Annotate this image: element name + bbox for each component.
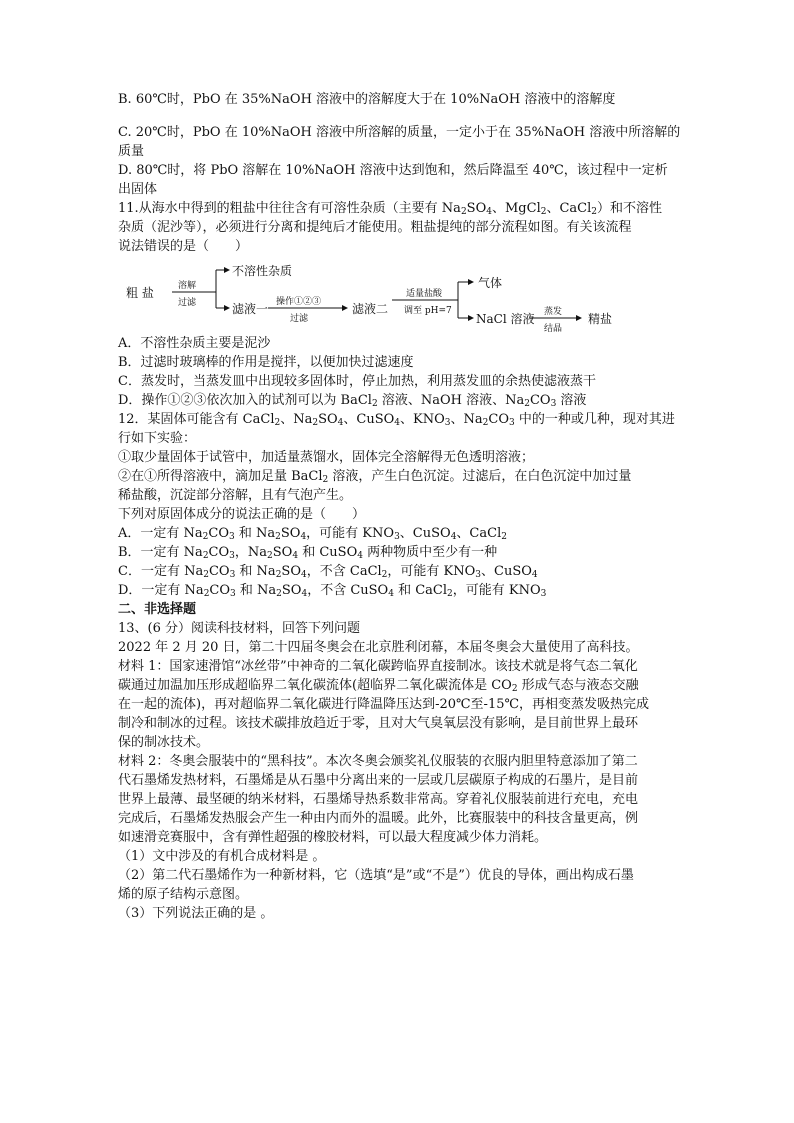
q13-material2-line1: 材料 2：冬奥会服装中的“黑科技”。本次冬奥会颁奖礼仪服装的衣服内胆里特意添加了第二: [118, 754, 638, 769]
q13-sub2-line2: 烯的原子结构示意图。: [118, 887, 249, 902]
q13-material1-line2: 碳通过加温加压形成超临界二氧化碳流体(超临界二氧化碳流体是 $CO_2$ 形成气态与液态交融: [118, 678, 639, 694]
q12-step2-line2: 稀盐酸，沉淀部分溶解，且有气泡产生。: [118, 488, 353, 503]
flow-evaporate-label: 蒸发: [544, 307, 563, 317]
q13-stem: 13、(6 分）阅读科技材料，回答下列问题: [118, 621, 361, 636]
q13-material1-line5: 保的制冰技术。: [118, 735, 210, 750]
flow-filtrate1: 滤液一: [232, 302, 269, 316]
q12-option-b: B．一定有 $Na_2CO_3$，$Na_2SO_4$ 和 CuSO$_4$ 两种物质中至少有一种: [118, 545, 498, 561]
flow-operation-label: 操作①②③: [276, 297, 322, 307]
q13-material2-line2: 代石墨烯发热材料，石墨烯是从石墨中分离出来的一层或几层碳原子构成的石墨片，是目前: [118, 773, 639, 788]
q11-option-b: B．过滤时玻璃棒的作用是搅拌，以便加快过滤速度: [118, 355, 414, 370]
q12-option-d: D．一定有 $Na_2CO_3$ 和 $Na_2SO_4$，不含 CuSO$_4$ 和 CaCl$_2$，可能有 $KNO_3$: [118, 583, 547, 599]
q10-option-d-line1: D. 80℃时，将 PbO 溶解在 10%NaOH 溶液中达到饱和，然后降温至 40℃，该过程中一定析: [118, 163, 668, 178]
q13-material1-line4: 制冷和制冰的过程。该技术碳排放趋近于零，且对大气臭氧层没有影响，是目前世界上最环: [118, 716, 639, 731]
salt-purification-flowchart: [118, 258, 688, 334]
q12-step1: ①取少量固体于试管中，加适量蒸馏水，固体完全溶解得无色透明溶液；: [118, 450, 535, 465]
q11-option-a: A．不溶性杂质主要是泥沙: [118, 336, 271, 351]
q12-option-a: A．一定有 $Na_2CO_3$ 和 $Na_2SO_4$，可能有 $KNO_3$、CuSO$_4$、CaCl$_2$: [118, 526, 507, 542]
q12-step2-line1: ②在①所得溶液中，滴加足量 BaCl$_2$ 溶液，产生白色沉淀。过滤后，在白色沉淀中加过量: [118, 469, 632, 485]
q11-option-c: C．蒸发时，当蒸发皿中出现较多固体时，停止加热，利用蒸发皿的余热使滤液蒸干: [118, 374, 596, 389]
flow-dissolve-label: 溶解: [178, 281, 197, 291]
q13-material2-line5: 如速滑竞赛服中，含有弹性超强的橡胶材料，可以最大程度减少体力消耗。: [118, 830, 548, 845]
q10-option-d-line2: 出固体: [118, 182, 158, 197]
section-heading: 二、非选择题: [118, 602, 197, 617]
flow-filter1-label: 过滤: [178, 298, 197, 308]
q13-sub2-line1: （2）第二代石墨烯作为一种新材料，它（选填“是”或“不是”）优良的导体，画出构成石墨: [118, 868, 634, 883]
q11-option-d: D．操作①②③依次加入的试剂可以为 BaCl$_2$ 溶液、NaOH 溶液、$Na_2CO_3$ 溶液: [118, 393, 587, 409]
flow-nacl-solution: NaCl 溶液: [476, 312, 535, 326]
q11-stem-line2: 杂质（泥沙等），必须进行分离和提纯后才能使用。粗盐提纯的部分流程如图。有关该流程: [118, 220, 632, 235]
q10-option-c-line1: C. 20℃时，PbO 在 10%NaOH 溶液中所溶解的质量，一定小于在 35%NaOH 溶液中所溶解的: [118, 125, 681, 140]
q10-option-c-line2: 质量: [118, 144, 145, 159]
q12-question: 下列对原固体成分的说法正确的是（ ）: [118, 507, 366, 522]
flow-fine-salt: 精盐: [588, 312, 613, 326]
q13-material1-line3: 在一起的流体)，再对超临界二氧化碳进行降温降压达到-20℃至-15℃，再相变蒸发吸热完成: [118, 697, 650, 712]
flow-ph-label: 调至 pH=7: [404, 306, 452, 316]
flow-filtrate2: 滤液二: [352, 302, 389, 316]
flow-crude-salt: 粗 盐: [126, 286, 154, 300]
q10-option-b: B. 60℃时，PbO 在 35%NaOH 溶液中的溶解度大于在 10%NaOH 溶液中的溶解度: [118, 92, 616, 107]
flow-acid-label: 适量盐酸: [406, 289, 443, 299]
q13-intro: 2022 年 2 月 20 日，第二十四届冬奥会在北京胜利闭幕，本届冬奥会大量使用了高科技。: [118, 640, 639, 655]
flow-insoluble-impurities: 不溶性杂质: [232, 264, 293, 278]
q13-material2-line3: 世界上最薄、最坚硬的纳米材料，石墨烯导热系数非常高。穿着礼仪服装前进行充电，充电: [118, 792, 639, 807]
q13-material2-line4: 完成后，石墨烯发热服会产生一种由内而外的温暖。此外，比赛服装中的科技含量更高，例: [118, 811, 639, 826]
q11-stem-line1: 11.从海水中得到的粗盐中往往含有可溶性杂质（主要有 $Na_2SO_4$、MgCl$_2$、CaCl$_2$）和不溶性: [118, 201, 663, 217]
q12-stem-line2: 行如下实验：: [118, 431, 197, 446]
exam-page: [118, 90, 688, 923]
flow-gas: 气体: [478, 276, 503, 290]
q13-sub1: （1）文中涉及的有机合成材料是 。: [118, 849, 326, 864]
q11-stem-line3: 说法错误的是（ ）: [118, 239, 249, 254]
q12-stem-line1: 12．某固体可能含有 CaCl$_2$、$Na_2SO_4$、CuSO$_4$、$KNO_3$、$Na_2CO_3$ 中的一种或几种，现对其进: [118, 412, 675, 428]
q13-sub3: （3）下列说法正确的是 。: [118, 906, 274, 921]
q12-option-c: C．一定有 $Na_2CO_3$ 和 $Na_2SO_4$，不含 CaCl$_2$，可能有 $KNO_3$、CuSO$_4$: [118, 564, 538, 580]
flow-filter2-label: 过滤: [290, 314, 309, 324]
flow-crystallize-label: 结晶: [544, 324, 563, 334]
q13-material1-line1: 材料 1：国家速滑馆“冰丝带”中神奇的二氧化碳跨临界直接制冰。该技术就是将气态二氧化: [118, 659, 638, 674]
